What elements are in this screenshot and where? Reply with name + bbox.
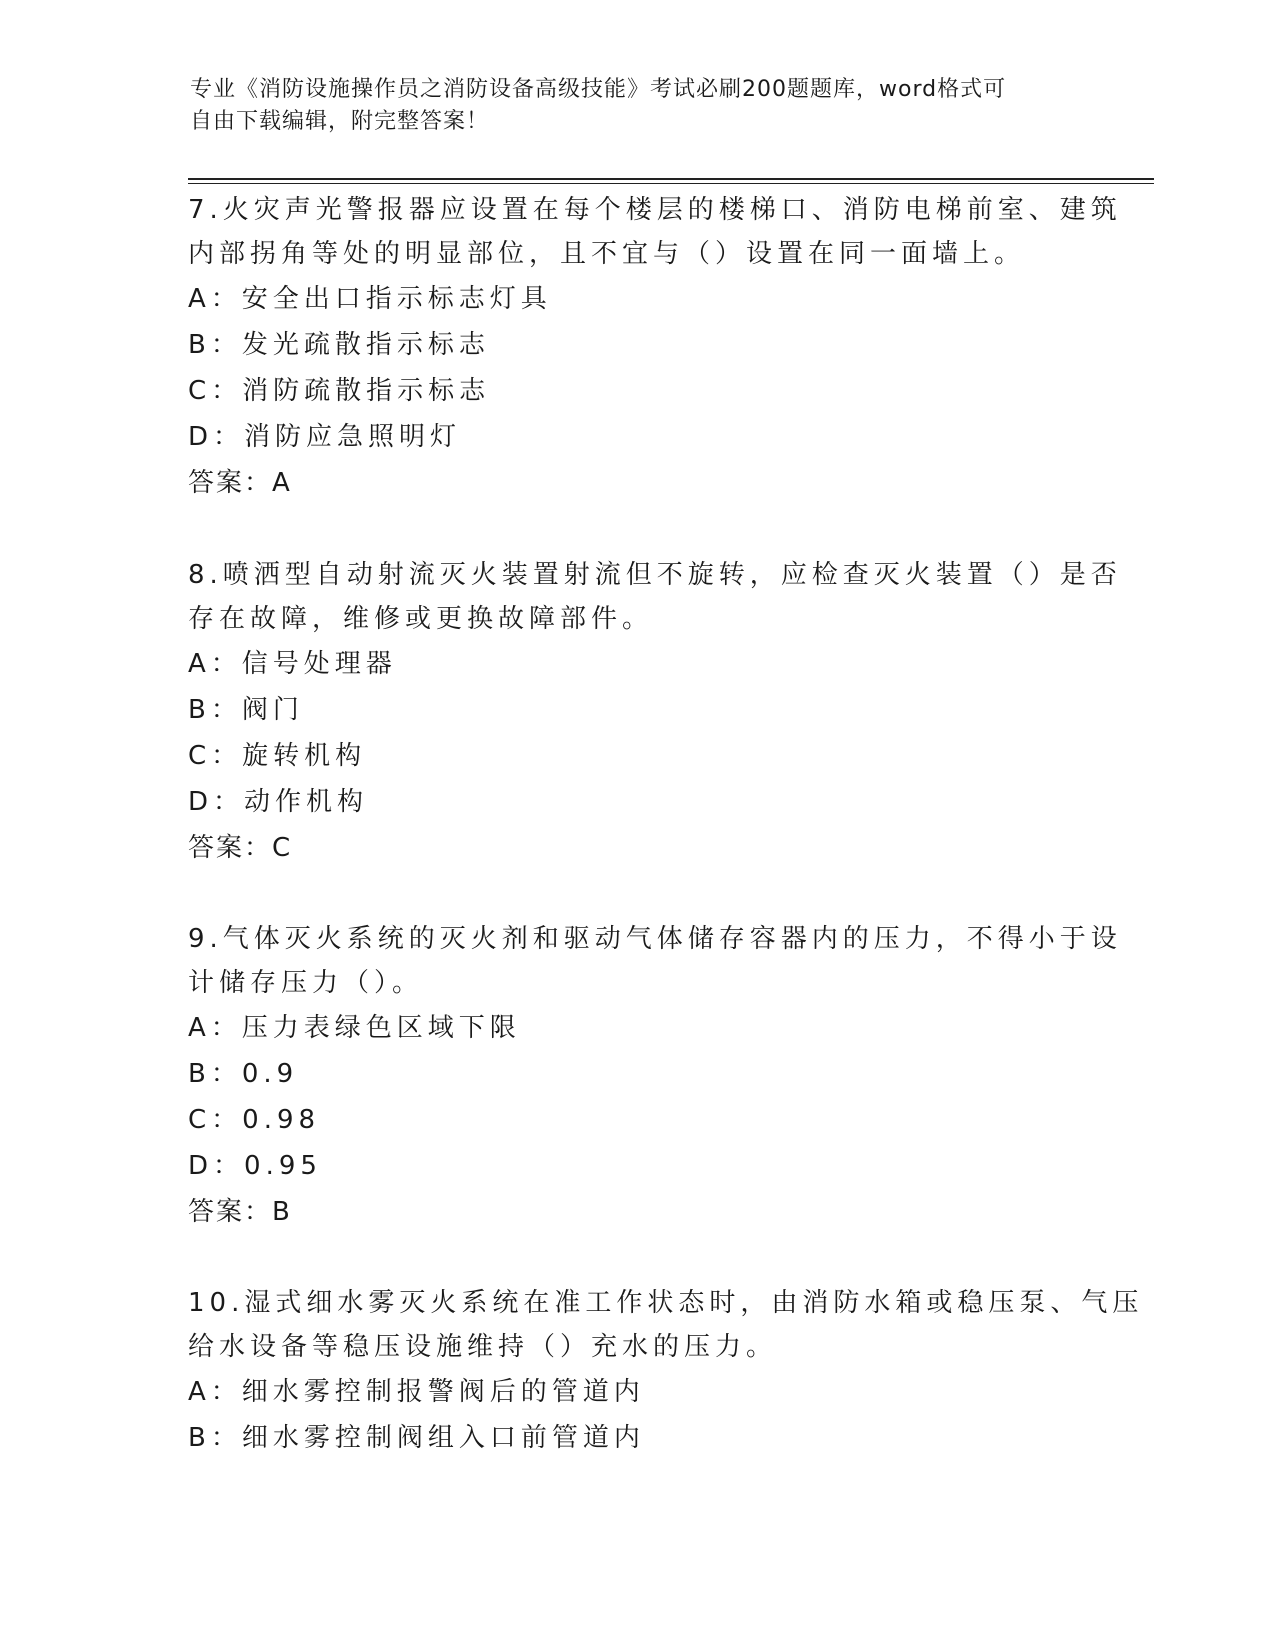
header-line-1: 专业《消防设施操作员之消防设备高级技能》考试必刷200题题库，word格式可	[190, 77, 1007, 102]
option-c: C：旋转机构	[188, 741, 367, 771]
option-a: A：压力表绿色区域下限	[188, 1013, 521, 1043]
option-b: B：细水雾控制阀组入口前管道内	[188, 1423, 645, 1453]
header-divider-thin	[188, 183, 1154, 184]
question-stem-line: 9.气体灭火系统的灭火剂和驱动气体储存容器内的压力，不得小于设	[188, 924, 1122, 954]
question-stem-line: 10.湿式细水雾灭火系统在准工作状态时，由消防水箱或稳压泵、气压	[188, 1288, 1144, 1318]
option-a: A：细水雾控制报警阀后的管道内	[188, 1377, 645, 1407]
document-header	[190, 74, 1090, 138]
option-b: B：阀门	[188, 695, 304, 725]
option-a: A：信号处理器	[188, 649, 397, 679]
option-a: A：安全出口指示标志灯具	[188, 284, 552, 314]
question-9	[188, 917, 1122, 1235]
option-d: D：动作机构	[188, 787, 369, 817]
option-c: C：消防疏散指示标志	[188, 376, 491, 406]
question-7	[188, 188, 1122, 506]
header-line-2: 自由下载编辑，附完整答案！	[190, 109, 490, 134]
question-stem-line: 给水设备等稳压设施维持（）充水的压力。	[188, 1332, 778, 1362]
answer-line: 答案：B	[188, 1197, 292, 1227]
option-d: D：0.95	[188, 1151, 322, 1181]
question-stem-line: 内部拐角等处的明显部位，且不宜与（）设置在同一面墙上。	[188, 239, 1026, 269]
question-stem-line: 7.火灾声光警报器应设置在每个楼层的楼梯口、消防电梯前室、建筑	[188, 195, 1122, 225]
question-8	[188, 553, 1122, 871]
answer-line: 答案：A	[188, 468, 292, 498]
option-b: B：0.9	[188, 1059, 299, 1089]
question-stem-line: 存在故障，维修或更换故障部件。	[188, 604, 654, 634]
question-stem-line: 8.喷洒型自动射流灭火装置射流但不旋转，应检查灭火装置（）是否	[188, 560, 1122, 590]
option-b: B：发光疏散指示标志	[188, 330, 490, 360]
option-c: C：0.98	[188, 1105, 321, 1135]
header-divider-thick	[188, 178, 1154, 180]
answer-line: 答案：C	[188, 833, 293, 863]
option-d: D：消防应急照明灯	[188, 422, 462, 452]
question-10	[188, 1281, 1144, 1461]
question-stem-line: 计储存压力（）。	[188, 968, 424, 998]
